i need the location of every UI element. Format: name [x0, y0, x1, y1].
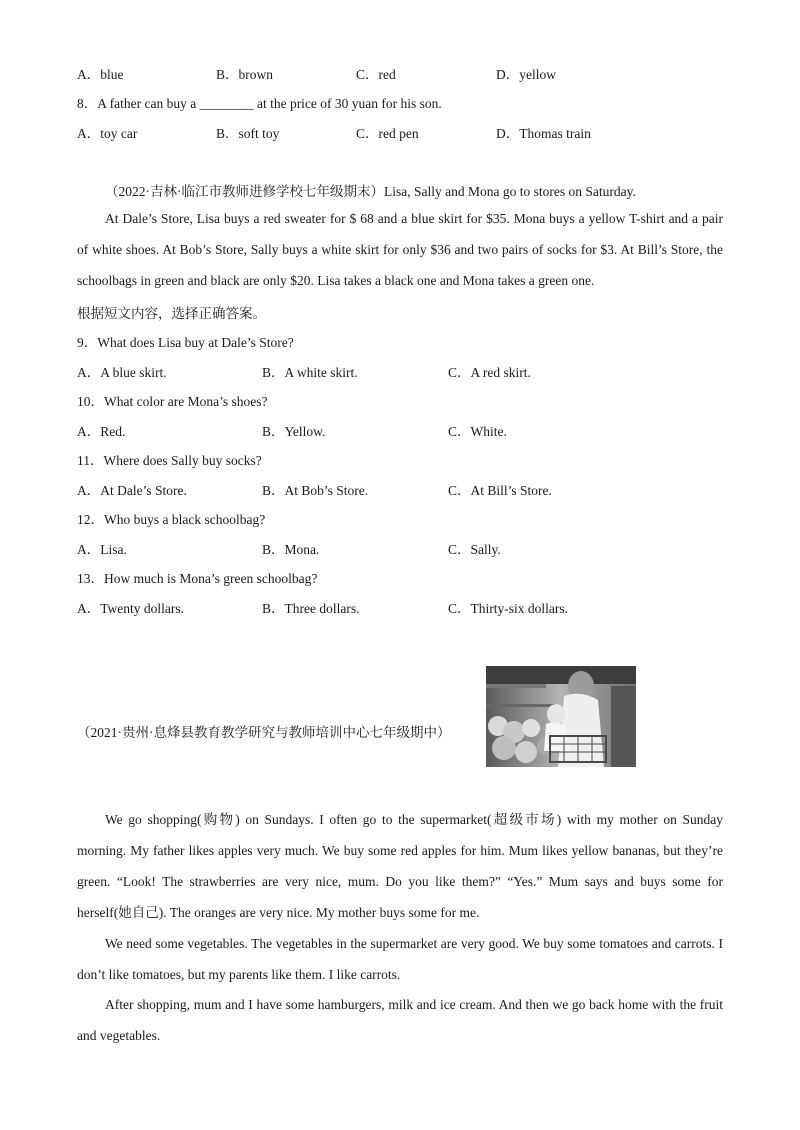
passage3-source-line: （2021·贵州·息烽县教育教学研究与教师培训中心七年级期中）	[77, 725, 451, 740]
passage2-body	[77, 203, 723, 296]
q9-option-b: B．A white skirt.	[262, 365, 358, 380]
q13-option-c: C．Thirty-six dollars.	[448, 601, 568, 616]
q7-option-d: D．yellow	[496, 67, 556, 82]
q7-option-c: C．red	[356, 67, 396, 82]
q13-stem: 13．How much is Mona’s green schoolbag?	[77, 571, 318, 586]
q10-stem: 10．What color are Mona’s shoes?	[77, 394, 268, 409]
q7-option-b: B．brown	[216, 67, 273, 82]
q8-option-a: A．toy car	[77, 126, 138, 141]
q13-option-a: A．Twenty dollars.	[77, 601, 185, 616]
passage3-paragraph-3-text: After shopping, mum and I have some hamburgers, milk and ice cream. And then we go back home with the fruit and vegetables.	[77, 997, 723, 1043]
q10-option-a: A．Red.	[77, 424, 126, 439]
passage2-body-text: At Dale’s Store, Lisa buys a red sweater for $ 68 and a blue skirt for $35. Mona buys a yellow T-shirt and a pair of white shoes. At Bob’s Store, Sally buys a white skirt for only $36 and two pairs of socks for $3. At Bill’s Store, the schoolbags in green and black are only $20. Lisa takes a black one and Mona takes a green one.	[77, 211, 723, 288]
q8-option-b: B．soft toy	[216, 126, 280, 141]
q7-option-a: A．blue	[77, 67, 124, 82]
q10-option-c: C．White.	[448, 424, 507, 439]
supermarket-photo	[486, 666, 636, 767]
q9-option-a: A．A blue skirt.	[77, 365, 167, 380]
q8-stem: 8．A father can buy a ________ at the price of 30 yuan for his son.	[77, 96, 442, 111]
passage3-paragraph-1	[77, 804, 723, 928]
passage3-paragraph-3	[77, 989, 723, 1051]
passage2-instruction: 根据短文内容，选择正确答案。	[77, 306, 266, 321]
q11-option-b: B．At Bob’s Store.	[262, 483, 369, 498]
passage3-paragraph-2-text: We need some vegetables. The vegetables in the supermarket are very good. We buy some tomatoes and carrots. I don’t like tomatoes, but my parents like them. I like carrots.	[77, 936, 723, 982]
q12-stem: 12．Who buys a black schoolbag?	[77, 512, 266, 527]
q13-option-b: B．Three dollars.	[262, 601, 360, 616]
q8-option-c: C．red pen	[356, 126, 419, 141]
q12-option-c: C．Sally.	[448, 542, 501, 557]
q11-option-c: C．At Bill’s Store.	[448, 483, 552, 498]
q11-stem: 11．Where does Sally buy socks?	[77, 453, 262, 468]
passage3-paragraph-1-text: We go shopping(购物) on Sundays. I often go to the supermarket(超级市场) with my mother on Sunday morning. My father likes apples very much. We buy some red apples for him. Mum likes yellow bananas, but they’re green. “Look! The strawberries are very nice, mum. Do you like them?” “Yes.” Mum says and buys some for herself(她自己). The oranges are very nice. My mother buys some for me.	[77, 812, 723, 920]
passage3-paragraph-2	[77, 928, 723, 990]
q12-option-b: B．Mona.	[262, 542, 320, 557]
passage2-source-line: （2022·吉林·临江市教师进修学校七年级期末）Lisa, Sally and Mona go to stores on Saturday.	[105, 184, 636, 199]
q8-option-d: D．Thomas train	[496, 126, 591, 141]
q9-stem: 9．What does Lisa buy at Dale’s Store?	[77, 335, 294, 350]
q10-option-b: B．Yellow.	[262, 424, 326, 439]
q12-option-a: A．Lisa.	[77, 542, 127, 557]
q9-option-c: C．A red skirt.	[448, 365, 531, 380]
q11-option-a: A．At Dale’s Store.	[77, 483, 187, 498]
